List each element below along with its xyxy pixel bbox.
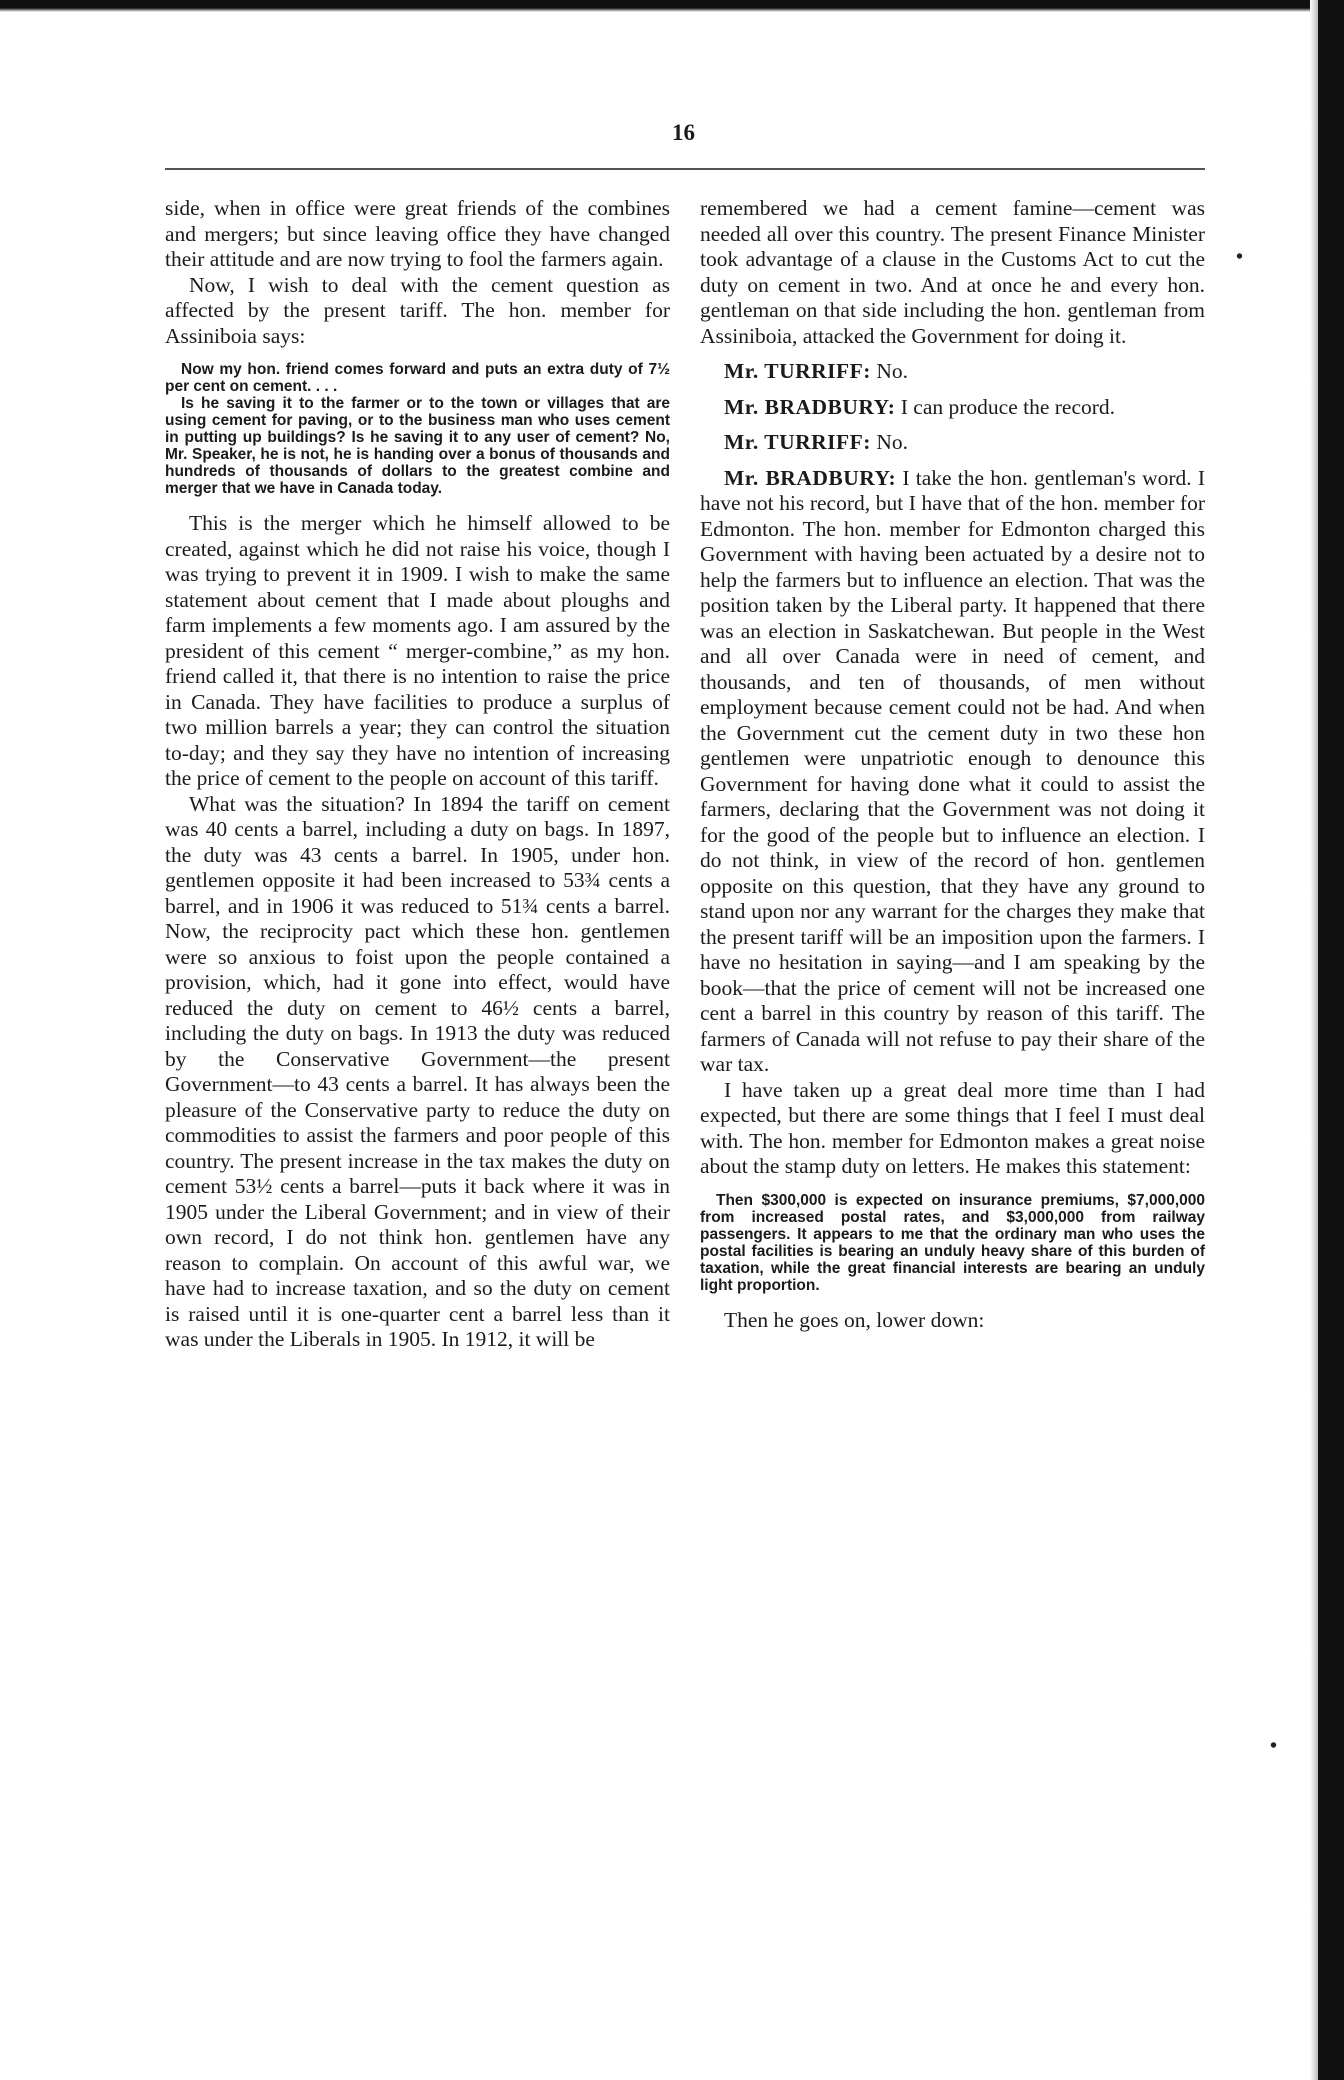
block-quote [700, 1192, 1205, 1294]
scan-right-edge [1318, 0, 1344, 2080]
right-column [700, 196, 1205, 1333]
speaker-name: Mr. TURRIFF: [724, 359, 871, 383]
speech-turbiff-1 [700, 359, 1205, 385]
paragraph: side, when in office were great friends of the combines and mergers; but since leaving office they have changed their attitude and are now trying to fool the farmers again. [165, 196, 670, 271]
paragraph: What was the situation? In 1894 the tariff on cement was 40 cents a barrel, including a duty on bags. In 1897, the duty was 43 cents a barrel. In 1905, under hon. gentlemen opposite it had been increased to 53¾ cents a barrel, and in 1906 it was reduced to 51¾ cents a barrel. Now, the reciprocity pact which these hon. gentlemen were so anxious to foist upon the people contained a provision, which, had it gone into effect, would have reduced the duty on cement to 46½ cents a barrel, including the duty on bags. In 1913 the duty was reduced by the Conservative Government—the present Government—to 43 cents a barrel. It has always been the pleasure of the Conservative party to reduce the duty on commodities to assist the farmers and poor people of this country. The present increase in the tax makes the duty on cement 53½ cents a barrel—puts it back where it was in 1905 under the Liberal Government; and in view of their own record, I do not think hon. gentlemen have any reason to complain. On account of this awful war, we have had to increase taxation, and so the duty on cement is raised until it is one-quarter cent a barrel less than it was under the Liberals in 1905. In 1912, it will be [165, 791, 670, 1351]
quote-paragraph: Is he saving it to the farmer or to the town or villages that are using cement for paving, or to the business man who uses cement in putting up buildings? Is he saving it to any user of cement? No, Mr. Speaker, he is not, he is handing over a bonus of thousands and hundreds of thousands of dollars to the greatest combine and merger that we have in Canada today. [165, 395, 670, 497]
speaker-name: Mr. TURRIFF: [724, 430, 871, 454]
paragraph: remembered we had a cement famine—cement was needed all over this country. The present Finance Minister took advantage of a clause in the Customs Act to cut the duty on cement in two. And at once he and every hon. gentleman on that side including the hon. gentleman from Assiniboia, attacked the Government for doing it. [700, 196, 1205, 348]
left-column [165, 196, 670, 1353]
speaker-name: Mr. BRADBURY: [724, 394, 896, 419]
speaker-name: Mr. BRADBURY: [724, 465, 897, 490]
speech-turriff-2 [700, 430, 1205, 456]
speech-bradbury-1 [700, 395, 1205, 421]
margin-speck: • [1236, 246, 1244, 268]
paragraph: Now, I wish to deal with the cement question as affected by the present tariff. The hon. member for Assiniboia says: [165, 272, 670, 348]
paragraph: I have taken up a great deal more time than I had expected, but there are some things that I feel I must deal with. The hon. member for Edmonton makes a great noise about the stamp duty on letters. He makes this statement: [700, 1077, 1205, 1178]
paragraph: Then he goes on, lower down: [724, 1307, 985, 1332]
quote-paragraph: Now my hon. friend comes forward and puts an extra duty of 7½ per cent on cement. . . . [165, 361, 670, 395]
page-number: 16 [672, 120, 695, 145]
quote-paragraph: Then $300,000 is expected on insurance premiums, $7,000,000 from increased postal rates, and $3,000,000 from railway passengers. It appears to me that the ordinary man who uses the postal facilities is bearing an unduly heavy share of this burden of taxation, while the great financial interests are bearing an unduly light proportion. [700, 1191, 1205, 1294]
scan-right-shadow [1310, 0, 1318, 2080]
speech-text: No. [876, 359, 908, 383]
margin-speck: • [1270, 1735, 1278, 1757]
scan-top-edge [0, 0, 1344, 12]
block-quote [165, 361, 670, 497]
header-rule [165, 168, 1205, 170]
paragraph: This is the merger which he himself allowed to be created, against which he did not raise his voice, though I was trying to prevent it in 1909. I wish to make the same statement about cement that I made about ploughs and farm implements a few moments ago. I am assured by the president of this cement “ merger-combine,” as my hon. friend called it, that there is no intention to raise the price in Canada. They have facilities to produce a surplus of two million barrels a year; they can control the situation to-day; and they say they have no intention of increasing the price of cement to the people on account of this tariff. [165, 511, 670, 790]
speech-text: No. [876, 430, 908, 454]
speech-text: I can produce the record. [900, 394, 1116, 419]
speech-text: I take the hon. gentleman's word. I have not his record, but I have that of the hon. member for Edmonton. The hon. member for Edmonton charged this Government with having been actuated by a desire not to help the farmers but to influence an election. That was the position taken by the Liberal party. It happened that there was an election in Saskatchewan. But people in the West and all over Canada were in need of cement, and thousands, and ten of thousands, of men without employment because cement could not be had. And when the Government cut the cement duty in two these hon gentlemen were unpatriotic enough to denounce this Government for having done what it could to assist the farmers, declaring that the Government was not doing it for the good of the people but to influence an election. I do not think, in view of the record of hon. gentlemen opposite on this question, that they have any ground to stand upon nor any warrant for the charges they make that the present tariff will be an imposition upon the farmers. I have no hesitation in saying—and I am speaking by the book—that the price of cement will not be increased one cent a barrel in this country by reason of this tariff. The farmers of Canada will not refuse to pay their share of the war tax. [700, 465, 1205, 1076]
speech-bradbury-2 [700, 466, 1205, 1078]
